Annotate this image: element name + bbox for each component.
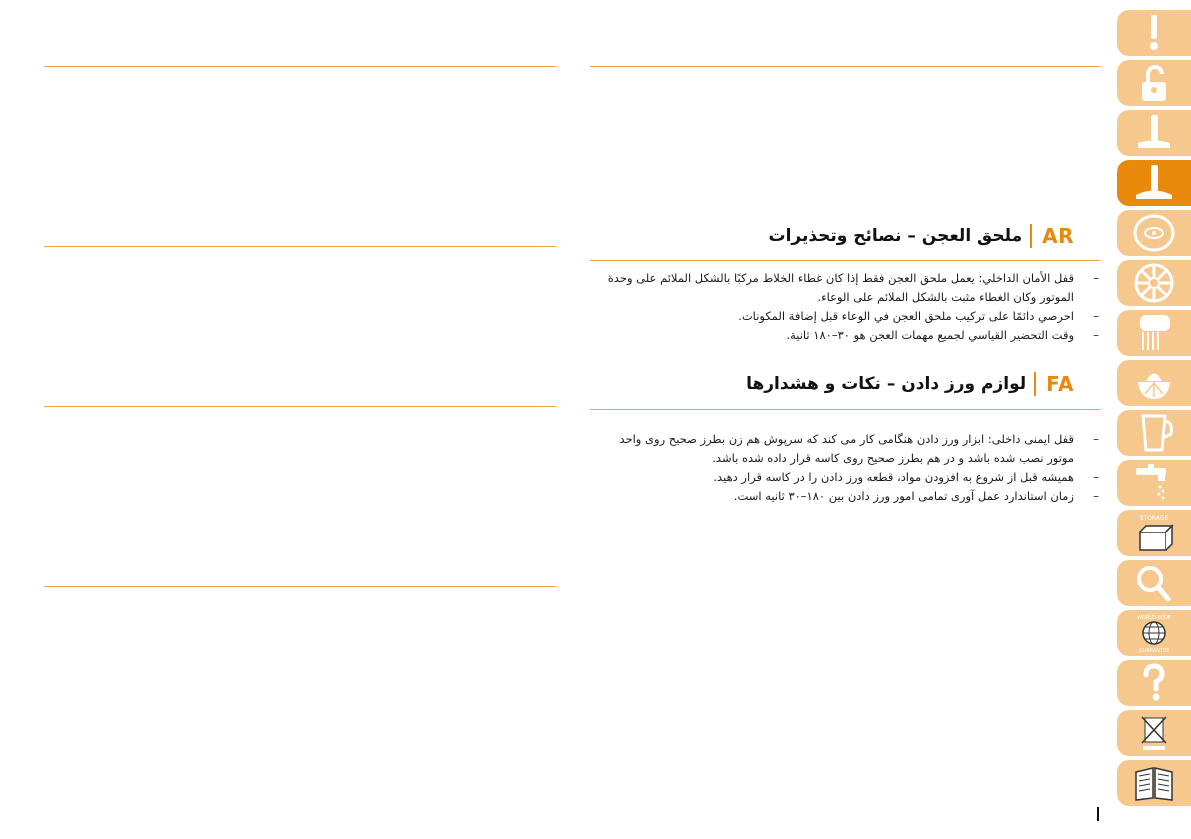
fa-heading (746, 372, 1074, 396)
lang-separator (1030, 224, 1032, 248)
tab-grater[interactable] (1117, 310, 1191, 356)
lang-separator (1034, 372, 1036, 396)
storage-label: STORAGE (1139, 515, 1169, 522)
tab-citrus-press[interactable] (1117, 360, 1191, 406)
tab-storage[interactable] (1117, 510, 1191, 556)
dough-tool-icon (1128, 162, 1180, 204)
left-divider-3 (44, 406, 556, 407)
tab-blade[interactable] (1117, 110, 1191, 156)
right-divider-top (590, 66, 1100, 67)
page-number-marker (1097, 807, 1099, 821)
tab-guarantee[interactable] (1117, 610, 1191, 656)
list-item: – همیشه قبل از شروع به افزودن مواد، قطعه ورز دادن را در کاسه قرار دهید. (599, 468, 1099, 487)
slicing-disc-icon (1128, 212, 1180, 254)
manual-book-icon (1128, 762, 1180, 804)
tab-dough-tool[interactable] (1117, 160, 1191, 206)
section-title-fa: لوازم ورز دادن – نکات و هشدارها (746, 374, 1027, 394)
tab-troubleshooting[interactable] (1117, 560, 1191, 606)
ar-heading-underline (590, 260, 1100, 261)
worldwide-label: WORLD-WIDE (1136, 615, 1172, 621)
cleaning-tap-icon (1128, 462, 1180, 504)
blender-jar-icon (1128, 412, 1180, 454)
fa-tips-list (599, 430, 1099, 506)
list-item: – قفل ایمنی داخلی: ابزار ورز دادن هنگامی کار می کند که سرپوش هم زن بطرز صحیح روی واحد موتور نصب شده باشد و در هم بطرز صحیح روی کاسه قرار داده شده باشد. (599, 430, 1099, 468)
warning-icon (1128, 12, 1180, 54)
list-item: – زمان استاندارد عمل آوری تمامی امور ورز دادن بین ۱۸۰–۳۰ ثانیه است. (599, 487, 1099, 506)
list-item: – قفل الأمان الداخلي: يعمل ملحق العجن فقط إذا كان غطاء الخلاط مركبًا بالشكل الملائم على وحدة الموتور وكان الغطاء مثبت بالشكل الملائم على الوعاء. (599, 269, 1099, 307)
left-divider-2 (44, 246, 556, 247)
ar-heading (768, 224, 1074, 248)
tab-warnings[interactable] (1117, 10, 1191, 56)
lang-code-fa: FA (1046, 372, 1074, 396)
storage-box-icon (1128, 512, 1180, 554)
fa-heading-underline (590, 409, 1100, 410)
disposal-bin-icon (1128, 712, 1180, 754)
tab-manual[interactable] (1117, 760, 1191, 806)
blade-tool-icon (1128, 112, 1180, 154)
list-item: – احرصي دائمًا على تركيب ملحق العجن في الوعاء قبل إضافة المكونات. (599, 307, 1099, 326)
ar-tips-list (599, 269, 1099, 345)
magnifier-icon (1128, 562, 1180, 604)
left-divider-4 (44, 586, 556, 587)
tab-blender-jar[interactable] (1117, 410, 1191, 456)
citrus-press-icon (1128, 362, 1180, 404)
section-title-ar: ملحق العجن – نصائح وتحذيرات (768, 226, 1023, 246)
grater-icon (1128, 312, 1180, 354)
tab-slicing-disc[interactable] (1117, 210, 1191, 256)
lang-code-ar: AR (1042, 224, 1074, 248)
globe-guarantee-icon (1128, 612, 1180, 654)
tab-disposal[interactable] (1117, 710, 1191, 756)
tab-emulsifying-disc[interactable] (1117, 260, 1191, 306)
tab-cleaning[interactable] (1117, 460, 1191, 506)
tab-safety-lock[interactable] (1117, 60, 1191, 106)
left-divider-1 (44, 66, 556, 67)
tab-faq[interactable] (1117, 660, 1191, 706)
guarantee-label: GUARANTEE (1138, 648, 1170, 654)
question-mark-icon (1128, 662, 1180, 704)
emulsifying-disc-icon (1128, 262, 1180, 304)
list-item: – وقت التحضير القياسي لجميع مهمات العجن هو ٣٠–١٨٠ ثانية. (599, 326, 1099, 345)
unlocked-padlock-icon (1128, 62, 1180, 104)
